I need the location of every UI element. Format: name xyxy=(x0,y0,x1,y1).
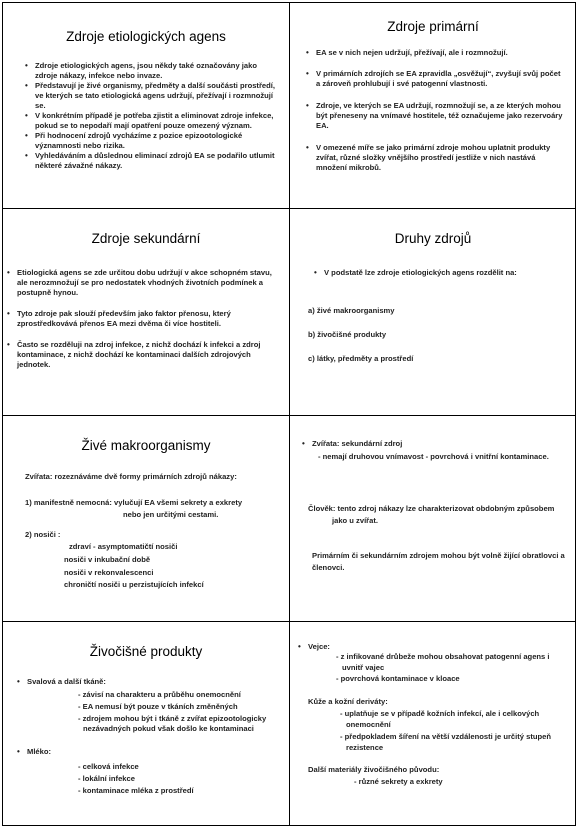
point-2: 2) nosiči : xyxy=(25,530,61,539)
sub-item: - předpokladem šíření na větší vzdálenosti je určitý stupeň xyxy=(340,732,551,741)
list-item: • Vejce: xyxy=(296,642,568,652)
sub-item: - EA nemusí být pouze v tkáních změněných xyxy=(78,702,238,711)
sub-item-continued: onemocnění xyxy=(346,720,391,729)
carrier-item: zdraví - asymptomatičtí nosiči xyxy=(69,542,178,551)
bullet-list xyxy=(300,439,568,449)
slide-zdroje-etiologickych-agens xyxy=(3,3,290,209)
slide-title: Zdroje sekundární xyxy=(91,231,201,246)
clovek-text-continued: jako u zvířat. xyxy=(332,516,379,525)
list-item: • Mléko: xyxy=(15,747,281,757)
list-item: • V primárních zdrojích se EA zpravidla „osvěžují“, zvyšují svůj počet a zároveň prohlubují i své patogenní vlastnosti. xyxy=(304,69,566,89)
list-item: • Etiologická agens se zde určitou dobu udržují v akce schopném stavu, ale nerozmnožují se pro nedostatek vhodných životních podmínek a postupně hynou. xyxy=(5,268,275,298)
slide-druhy-zdroju xyxy=(290,209,576,416)
carrier-item: nosiči v inkubační době xyxy=(64,555,151,564)
sub-item: - z infikované drůbeže mohou obsahovat patogenní agens i xyxy=(336,652,550,661)
slide-handout-sheet xyxy=(2,2,576,826)
list-item: • Při hodnocení zdrojů vycházíme z pozice epizootologické významnosti nebo rizika. xyxy=(23,131,279,151)
obratlovci-text-continued: členovci. xyxy=(312,563,345,572)
list-item: • Zvířata: sekundární zdroj xyxy=(300,439,568,449)
bullet-list xyxy=(15,747,281,757)
slide-title: Druhy zdrojů xyxy=(394,231,472,246)
bullet-list xyxy=(5,268,275,370)
slide-zivocisne-produkty xyxy=(3,622,290,825)
list-item: • V konkrétním případě je potřeba zjistit a eliminovat zdroje infekce, pokud se to nepodaří mají opatření pouze omezený význam. xyxy=(23,111,279,131)
sub-item-continued: nezávadných pokud však došlo ke kontaminaci xyxy=(83,724,254,733)
slide-zdroje-primarni xyxy=(290,3,576,209)
slide-title: Živočišné produkty xyxy=(89,644,203,659)
sub-item: - lokální infekce xyxy=(78,774,135,783)
slide-zive-makroorganismy xyxy=(3,416,290,622)
intro-text: Zvířata: rozeznáváme dvě formy primárních zdrojů nákazy: xyxy=(25,472,237,481)
slide-vejce-kuze xyxy=(290,622,576,825)
slide-zdroje-sekundarni xyxy=(3,209,290,416)
sub-item: - různé sekrety a exkrety xyxy=(354,777,443,786)
sub-item: - povrchová kontaminace v kloace xyxy=(336,674,460,683)
category-c: c) látky, předměty a prostředí xyxy=(308,354,414,363)
slide-title: Živé makroorganismy xyxy=(81,438,211,453)
slide-title: Zdroje etiologických agens xyxy=(66,29,226,44)
list-item: • Často se rozděluji na zdroj infekce, z nichž dochází k infekci a zdroj kontaminace, z nichž dochází ke kontaminaci dalších zdrojových jednotek. xyxy=(5,340,275,370)
slide-title: Zdroje primární xyxy=(387,19,479,34)
category-a: a) živé makroorganismy xyxy=(308,306,395,315)
list-item: • Zdroje, ve kterých se EA udržují, rozmnožují se, a ze kterých mohou být přeneseny na vnímavé hostitele, též označujeme jako rezervoáry EA. xyxy=(304,101,566,131)
list-item: • EA se v nich nejen udržují, přežívají, ale i rozmnožují. xyxy=(304,48,566,58)
list-item: • Svalová a další tkáně: xyxy=(15,677,281,687)
obratlovci-text: Primárním či sekundárním zdrojem mohou být volně žijící obratlovci a xyxy=(312,551,565,560)
sub-item: - závisí na charakteru a průběhu onemocnění xyxy=(78,690,241,699)
sub-item: - uplatňuje se v případě kožních infekcí, ale i celkových xyxy=(340,709,540,718)
sub-item-continued: rezistence xyxy=(346,743,384,752)
clovek-text: Člověk: tento zdroj nákazy lze charakterizovat obdobným způsobem xyxy=(308,504,555,513)
sub-item: - nemají druhovou vnímavost - povrchová i vnitřní kontaminace. xyxy=(318,452,549,461)
section-heading: Další materiály živočišného původu: xyxy=(308,765,440,774)
point-1-continued: nebo jen určitými cestami. xyxy=(123,510,219,519)
list-item: • V omezené míře se jako primární zdroje mohou uplatnit produkty zvířat, různé složky vnějšího prostředí jestliže v nich nastává množení mikrobů. xyxy=(304,143,566,173)
carrier-item: chroničtí nosiči u perzistujících infekcí xyxy=(64,580,204,589)
bullet-list xyxy=(23,61,279,171)
sub-item-continued: uvnitř vajec xyxy=(342,663,385,672)
bullet-list xyxy=(304,48,566,173)
sub-item: - kontaminace mléka z prostředí xyxy=(78,786,194,795)
list-item: • V podstatě lze zdroje etiologických agens rozdělit na: xyxy=(312,268,566,278)
carrier-item: nosiči v rekonvalescenci xyxy=(64,568,154,577)
bullet-list xyxy=(15,677,281,687)
bullet-list xyxy=(312,268,566,278)
point-1: 1) manifestně nemocná: vylučují EA všemi sekrety a exkrety xyxy=(25,498,243,507)
list-item: • Představují je živé organismy, předměty a další součásti prostředí, ve kterých se tato etiologická agens udržují, přežívají i rozmnožují se. xyxy=(23,81,279,111)
list-item: • Zdroje etiologických agens, jsou někdy také označovány jako zdroje nákazy, infekce nebo invaze. xyxy=(23,61,279,81)
bullet-list xyxy=(296,642,568,652)
list-item: • Tyto zdroje pak slouží především jako faktor přenosu, který zprostředkovává přenos EA mezi dvěma či více hostiteli. xyxy=(5,309,275,329)
category-b: b) živočišné produkty xyxy=(308,330,387,339)
list-item: • Vyhledáváním a důslednou eliminací zdrojů EA se podařilo utlumit některé závažné nákazy. xyxy=(23,151,279,171)
section-heading: Kůže a kožní deriváty: xyxy=(308,697,388,706)
sub-item: - zdrojem mohou být i tkáně z zvířat epizootologicky xyxy=(78,714,267,723)
slide-zvirata-clovek xyxy=(290,416,576,622)
sub-item: - celková infekce xyxy=(78,762,139,771)
